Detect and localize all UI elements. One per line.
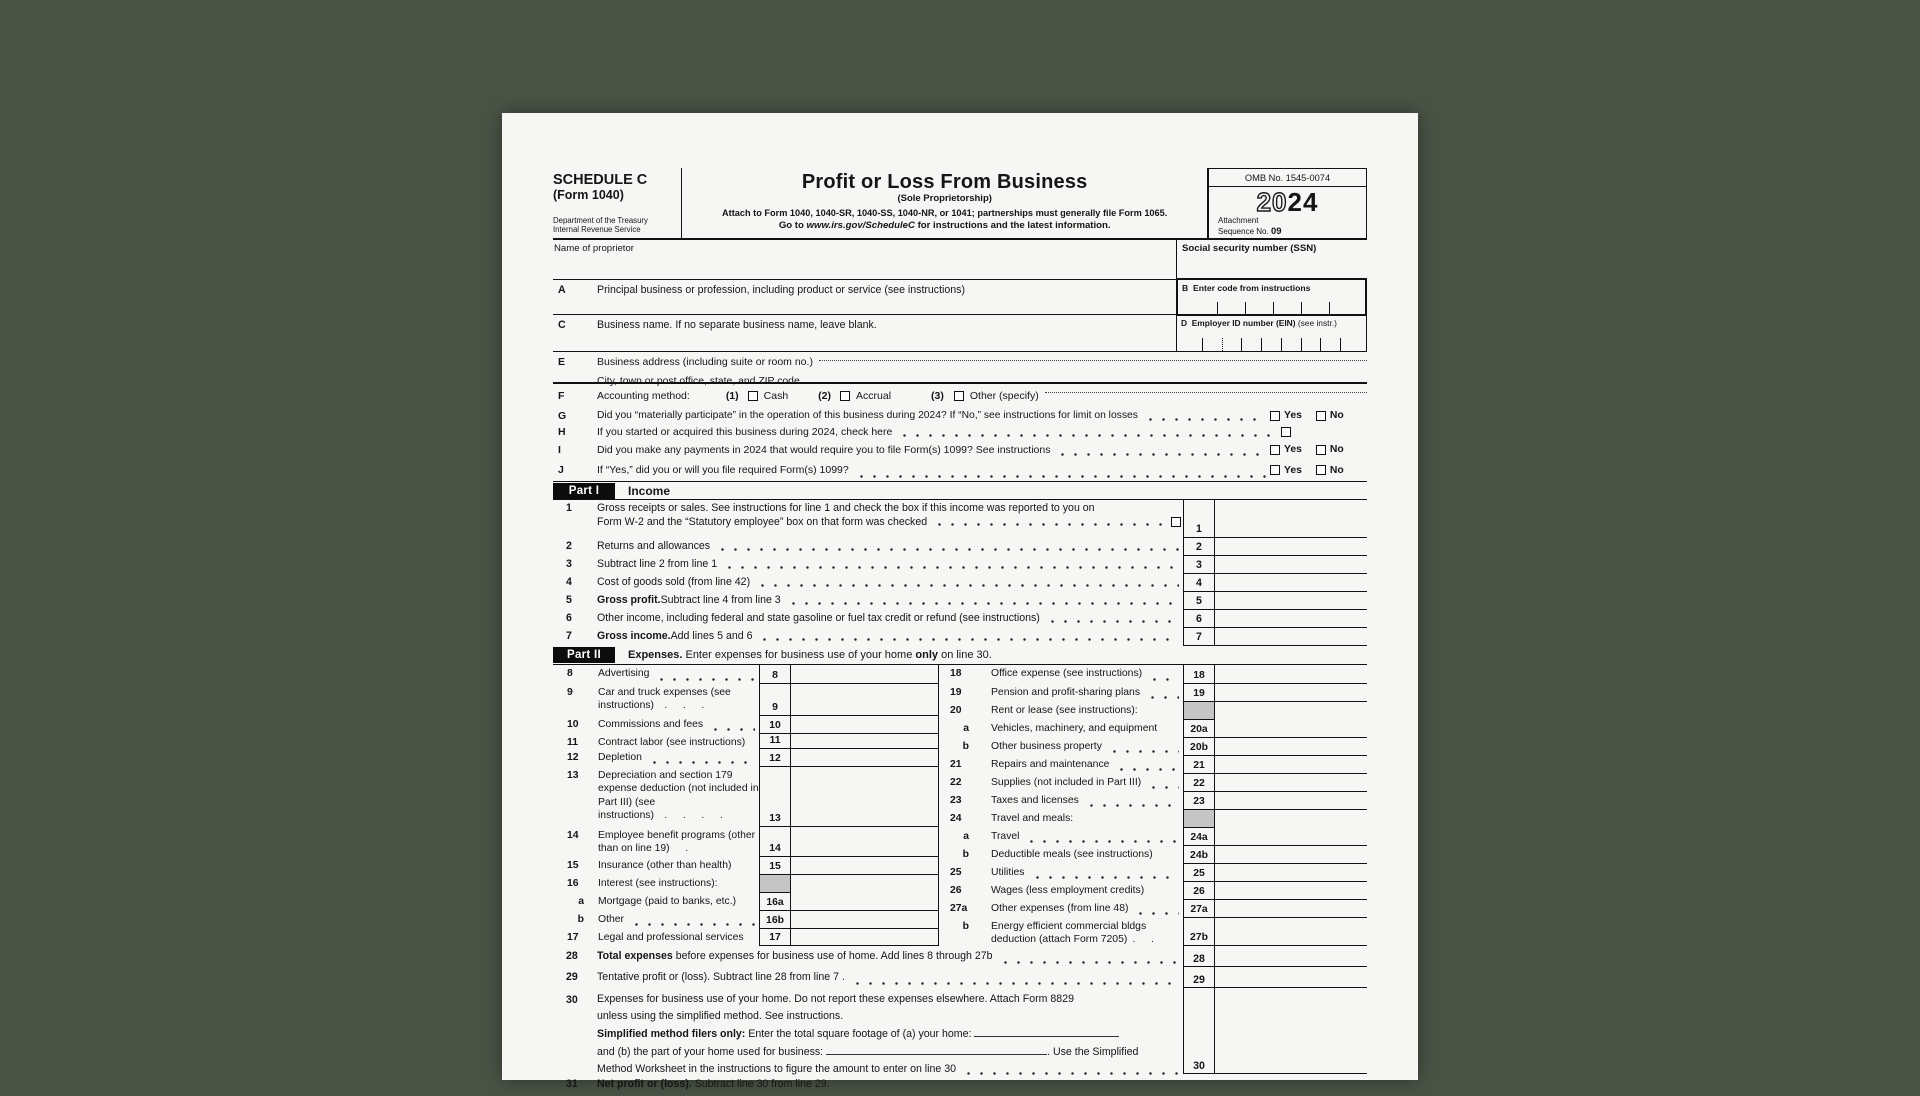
income-row-1: 1 Gross receipts or sales. See instructions for line 1 and check the box if this income was reported to you on Form W-2 and the “Statutory employee” box on that form was checked 1	[553, 500, 1367, 538]
expense-label: Depreciation and section 179 expense deduction (not included in Part III) (see instructions) . . . .	[598, 770, 759, 822]
shaded-amount-area	[1215, 810, 1367, 828]
dot-leader	[1044, 612, 1179, 626]
dot-leader	[853, 459, 1266, 481]
form-subtitle: (Sole Proprietorship)	[897, 193, 992, 204]
expense-row-20b	[939, 738, 1367, 756]
part1-rows	[553, 500, 1367, 646]
expense-row-15	[553, 857, 938, 875]
expense-row-11	[553, 734, 938, 749]
dot-leader	[1144, 686, 1179, 702]
expense-line-number: 22	[950, 777, 962, 788]
expense-row-16	[553, 875, 938, 893]
dot-leader	[1106, 740, 1179, 756]
shaded-cell	[1183, 702, 1215, 720]
line-e-letter: E	[558, 355, 566, 368]
line-21-number-cell: 21	[1183, 756, 1215, 774]
part2-title: Expenses. Enter expenses for business use of your home only on line 30.	[628, 649, 992, 661]
line-21-amount-field[interactable]	[1215, 756, 1367, 774]
line-15-amount-field[interactable]	[791, 857, 938, 875]
dot-leader	[721, 558, 1179, 572]
line-g-letter: G	[558, 409, 567, 422]
line-5-number-cell: 5	[1183, 592, 1215, 610]
line-29-number: 29	[566, 971, 578, 983]
line-28-number: 28	[566, 950, 578, 962]
expense-label: Legal and professional services	[598, 932, 744, 943]
expense-row-13	[553, 767, 938, 827]
expense-label: Commissions and fees	[598, 719, 704, 730]
expense-line-number: 18	[950, 668, 962, 679]
line-i-row	[553, 440, 1367, 459]
line-22-number-cell: 22	[1183, 774, 1215, 792]
expense-row-17	[553, 929, 938, 946]
expense-row-8	[553, 665, 938, 684]
line-23-number-cell: 23	[1183, 792, 1215, 810]
line-26-amount-field[interactable]	[1215, 882, 1367, 900]
line-30-text-3: Simplified method filers only: Enter the total square footage of (a) your home:	[597, 1025, 1183, 1043]
dot-leader	[896, 424, 1277, 440]
expense-label: Taxes and licenses	[991, 795, 1079, 806]
income-row-3: 3 Subtract line 2 from line 1 3	[553, 556, 1367, 574]
line-29-row: 29 Tentative profit or (loss). Subtract line 28 from line 7 . 29	[553, 967, 1367, 988]
f-option3-number: (3)	[931, 389, 944, 402]
dot-leader	[1023, 830, 1179, 846]
line-30-amount-field[interactable]	[1215, 988, 1367, 1074]
dot-leader	[1132, 902, 1179, 918]
line-10-amount-field[interactable]	[791, 716, 938, 734]
part1-chip: Part I	[553, 483, 615, 499]
business-address-field[interactable]	[819, 360, 1367, 361]
expense-line-number: 24	[950, 813, 962, 824]
omb-number: OMB No. 1545-0074	[1209, 169, 1366, 187]
goto-instruction: Go to www.irs.gov/ScheduleC for instructions and the latest information.	[778, 220, 1111, 231]
line-4-amount-field[interactable]	[1215, 574, 1367, 592]
line-f-text: Accounting method:	[597, 389, 690, 402]
expense-column-right	[938, 665, 1367, 946]
line-1-number: 1	[566, 502, 572, 514]
line-31-row: 31 Net profit or (loss). Subtract line 30 from line 29.	[553, 1076, 1367, 1096]
line-h-row	[553, 424, 1367, 440]
line-16b-amount-field[interactable]	[791, 911, 938, 929]
expense-label: Insurance (other than health)	[598, 860, 732, 871]
expense-line-number: 21	[950, 759, 962, 770]
expense-row-24	[939, 810, 1367, 828]
f-accrual-label: Accrual	[856, 389, 892, 402]
line-24b-amount-field[interactable]	[1215, 846, 1367, 864]
expense-label: Mortgage (paid to banks, etc.)	[598, 896, 737, 907]
j-yes-checkbox[interactable]	[1270, 465, 1280, 475]
expense-line-number: 26	[950, 885, 962, 896]
expense-row-26	[939, 882, 1367, 900]
line-d-label: D Employer ID number (EIN) (see instr.)	[1181, 318, 1337, 328]
form-number-label: (Form 1040)	[553, 188, 624, 203]
expense-row-12	[553, 749, 938, 767]
line-3-number: 3	[566, 558, 572, 570]
expense-line-number: 25	[950, 867, 962, 878]
g-no-checkbox[interactable]	[1316, 411, 1326, 421]
expense-label: Vehicles, machinery, and equipment	[991, 723, 1158, 734]
statutory-employee-checkbox[interactable]	[1171, 517, 1181, 527]
line-14-amount-field[interactable]	[791, 827, 938, 857]
expense-row-16b	[553, 911, 938, 929]
city-state-zip-row[interactable]	[553, 371, 1367, 387]
expense-table	[553, 665, 1367, 946]
dot-leader	[1054, 440, 1266, 459]
income-row-4: 4 Cost of goods sold (from line 42) 4	[553, 574, 1367, 592]
j-yes-label: Yes	[1284, 464, 1302, 476]
line-3-amount-field[interactable]	[1215, 556, 1367, 574]
expense-label: Travel and meals:	[991, 813, 1074, 824]
form-title-block	[681, 168, 1208, 238]
expense-line-number: a	[963, 723, 969, 734]
dot-leader	[653, 667, 755, 684]
line-j-letter: J	[558, 464, 564, 476]
dot-leader	[646, 751, 755, 767]
business-square-footage-field[interactable]	[826, 1043, 1047, 1055]
line-14-number-cell: 14	[759, 827, 791, 857]
line-16a-amount-field[interactable]	[791, 893, 938, 911]
expense-line-number: a	[963, 831, 969, 842]
line-25-amount-field[interactable]	[1215, 864, 1367, 882]
dot-leader	[1113, 758, 1179, 774]
expense-label: Deductible meals (see instructions)	[991, 849, 1153, 860]
income-row-7: 7 Gross income. Add lines 5 and 6 7	[553, 628, 1367, 646]
expense-line-number: b	[962, 921, 969, 932]
proprietor-name-label: Name of proprietor	[554, 243, 634, 254]
line-20a-amount-field[interactable]	[1215, 720, 1367, 738]
irs-url: www.irs.gov/ScheduleC	[806, 220, 915, 231]
omb-box	[1208, 168, 1367, 238]
h-checkbox[interactable]	[1281, 427, 1291, 437]
line-27b-amount-field[interactable]	[1215, 918, 1367, 946]
expense-label: Energy efficient commercial bldgs deduction (attach Form 7205) . .	[991, 921, 1154, 946]
line-j-text: If “Yes,” did you or will you file required Form(s) 1099?	[597, 464, 849, 476]
expense-row-27b	[939, 918, 1367, 946]
expense-line-number: 23	[950, 795, 962, 806]
expense-line-number: b	[962, 741, 969, 752]
line-7-amount-field[interactable]	[1215, 628, 1367, 646]
line-b-label: B Enter code from instructions	[1182, 283, 1311, 293]
line-8-number-cell: 8	[759, 665, 791, 684]
line-12-amount-field[interactable]	[791, 749, 938, 767]
f-cash-label: Cash	[763, 389, 789, 402]
expense-row-25	[939, 864, 1367, 882]
line-9-amount-field[interactable]	[791, 684, 938, 716]
expense-line-number: 9	[567, 687, 573, 698]
f-other-specify-field[interactable]	[1045, 392, 1367, 393]
dot-leader	[756, 630, 1179, 644]
line-c-letter: C	[558, 319, 566, 331]
shaded-amount-area	[1215, 702, 1367, 720]
dot-leader	[707, 718, 755, 734]
line-27a-amount-field[interactable]	[1215, 900, 1367, 918]
expense-label: Wages (less employment credits)	[991, 885, 1145, 896]
expense-label: Depletion	[598, 752, 642, 763]
form-id-block	[553, 168, 681, 238]
line-31-number: 31	[566, 1078, 578, 1090]
line-17-number-cell: 17	[759, 929, 791, 946]
line-h-letter: H	[558, 426, 566, 438]
line-10-number-cell: 10	[759, 716, 791, 734]
part2-header-bar	[553, 646, 1367, 665]
line-7-number-cell: 7	[1183, 628, 1215, 646]
line-16b-number-cell: 16b	[759, 911, 791, 929]
line-30-number: 30	[566, 994, 578, 1006]
expense-line-number: 20	[950, 705, 962, 716]
i-no-checkbox[interactable]	[1316, 445, 1326, 455]
line-30-row	[553, 988, 1367, 1074]
form-header	[553, 168, 1367, 240]
line-g-text: Did you “materially participate” in the operation of this business during 2024? If “No,” see instructions for limit on losses	[597, 410, 1138, 421]
line-7-number: 7	[566, 630, 572, 642]
expense-row-16a	[553, 893, 938, 911]
expense-line-number: 27a	[950, 903, 968, 914]
dot-leader	[628, 913, 755, 929]
agency-label: Internal Revenue Service	[553, 225, 641, 235]
attachment-sequence: Attachment Sequence No. 09	[1218, 216, 1282, 238]
shaded-amount-area	[791, 875, 938, 893]
expense-line-number: 10	[567, 719, 579, 730]
expense-row-9	[553, 684, 938, 716]
line-f-row	[553, 384, 1367, 407]
line-28-row: 28 Total expenses before expenses for business use of home. Add lines 8 through 27b 28	[553, 946, 1367, 967]
expense-label: Interest (see instructions):	[598, 878, 718, 889]
expense-row-27a	[939, 900, 1367, 918]
line-11-amount-field[interactable]	[791, 734, 938, 749]
line-15-number-cell: 15	[759, 857, 791, 875]
part2-chip: Part II	[553, 647, 615, 663]
expense-row-24b	[939, 846, 1367, 864]
schedule-c-form-page	[502, 113, 1418, 1090]
expense-line-number: 11	[567, 737, 578, 748]
line-3-number-cell: 3	[1183, 556, 1215, 574]
line-18-number-cell: 18	[1183, 665, 1215, 684]
income-row-6: 6 Other income, including federal and state gasoline or fuel tax credit or refund (see instructions) 6	[553, 610, 1367, 628]
line-c-row	[553, 315, 1367, 352]
line-12-number-cell: 12	[759, 749, 791, 767]
line-16a-number-cell: 16a	[759, 893, 791, 911]
line-c-text: Business name. If no separate business name, leave blank.	[597, 319, 877, 331]
line-30-text-2: unless using the simplified method. See instructions.	[597, 1010, 844, 1022]
line-5-amount-field[interactable]	[1215, 592, 1367, 610]
line-18-amount-field[interactable]	[1215, 665, 1367, 684]
expense-row-19	[939, 684, 1367, 702]
g-yes-checkbox[interactable]	[1270, 411, 1280, 421]
line-6-amount-field[interactable]	[1215, 610, 1367, 628]
dot-leader	[997, 950, 1179, 967]
line-f-letter: F	[558, 389, 565, 402]
dot-leader	[1029, 866, 1180, 882]
expense-line-number: 17	[567, 932, 579, 943]
f-option2-number: (2)	[818, 389, 832, 402]
line-20b-amount-field[interactable]	[1215, 738, 1367, 756]
line-11-number-cell: 11	[759, 734, 791, 749]
income-row-5: 5 Gross profit. Subtract line 4 from line 3 5	[553, 592, 1367, 610]
j-no-checkbox[interactable]	[1316, 465, 1326, 475]
expense-label: Other	[598, 914, 624, 925]
expense-line-number: 16	[567, 878, 579, 889]
expense-row-24a	[939, 828, 1367, 846]
expense-line-number: 13	[567, 770, 579, 781]
line-i-text: Did you make any payments in 2024 that would require you to file Form(s) 1099? See instructions	[597, 443, 1051, 456]
line-29-amount-field[interactable]	[1215, 967, 1367, 988]
city-state-zip-label: City, town or post office, state, and ZIP code	[597, 376, 800, 387]
expense-label: Employee benefit programs (other than on line 19) .	[598, 830, 756, 855]
business-code-cells[interactable]	[1190, 302, 1357, 314]
line-j-row	[553, 459, 1367, 481]
expense-label: Contract labor (see instructions)	[598, 737, 746, 748]
line-26-number-cell: 26	[1183, 882, 1215, 900]
expense-row-21	[939, 756, 1367, 774]
line-13-number-cell: 13	[759, 767, 791, 827]
dot-leader	[754, 576, 1179, 590]
f-other-label: Other (specify)	[969, 389, 1039, 402]
line-30-text-1: Expenses for business use of your home. Do not report these expenses elsewhere. Attach Form 8829	[597, 993, 1074, 1005]
line-30-text-5: Method Worksheet in the instructions to figure the amount to enter on line 30	[597, 1061, 1183, 1078]
line-24b-number-cell: 24b	[1183, 846, 1215, 864]
line-a-row	[553, 280, 1367, 315]
expense-line-number: 19	[950, 687, 962, 698]
expense-label: Repairs and maintenance	[991, 759, 1110, 770]
f-accrual-checkbox[interactable]	[840, 391, 850, 401]
i-yes-checkbox[interactable]	[1270, 445, 1280, 455]
line-1-amount-field[interactable]	[1215, 500, 1367, 538]
line-20b-number-cell: 20b	[1183, 738, 1215, 756]
expense-row-22	[939, 774, 1367, 792]
expense-line-number: b	[577, 914, 584, 925]
expense-row-20a	[939, 720, 1367, 738]
j-no-label: No	[1329, 464, 1344, 476]
line-e-text: Business address (including suite or room no.)	[597, 355, 813, 368]
ein-cells[interactable]	[1183, 338, 1360, 351]
line-d-ein-box[interactable]	[1176, 315, 1367, 351]
line-2-number-cell: 2	[1183, 538, 1215, 556]
dot-leader	[1083, 794, 1179, 810]
expense-row-20	[939, 702, 1367, 720]
dot-leader	[1146, 667, 1179, 684]
expense-label: Supplies (not included in Part III)	[991, 777, 1142, 788]
income-row-2: 2 Returns and allowances 2	[553, 538, 1367, 556]
tax-year: 2024	[1256, 187, 1319, 217]
dot-leader	[714, 540, 1179, 554]
shaded-cell	[759, 875, 791, 893]
dot-leader	[1145, 776, 1179, 792]
expense-row-18	[939, 665, 1367, 684]
dot-leader	[849, 971, 1179, 988]
dot-leader	[931, 516, 1165, 530]
line-19-number-cell: 19	[1183, 684, 1215, 702]
expense-label: Pension and profit-sharing plans	[991, 687, 1141, 698]
expense-line-number: a	[578, 896, 584, 907]
line-27b-number-cell: 27b	[1183, 918, 1215, 946]
line-24a-number-cell: 24a	[1183, 828, 1215, 846]
line-13-amount-field[interactable]	[791, 767, 938, 827]
line-6-number-cell: 6	[1183, 610, 1215, 628]
line-20a-number-cell: 20a	[1183, 720, 1215, 738]
f-option1-number: (1)	[725, 389, 739, 402]
line-8-amount-field[interactable]	[791, 665, 938, 684]
expense-row-23	[939, 792, 1367, 810]
expense-label: Other expenses (from line 48)	[991, 903, 1129, 914]
line-4-number-cell: 4	[1183, 574, 1215, 592]
line-28-amount-field[interactable]	[1215, 946, 1367, 967]
expense-row-14	[553, 827, 938, 857]
line-30-number-cell: 30	[1183, 988, 1215, 1074]
dot-leader	[785, 594, 1179, 608]
expense-label: Advertising	[598, 668, 650, 679]
name-ssn-row	[553, 240, 1367, 280]
expense-line-number: 12	[567, 752, 579, 763]
expense-label: Utilities	[991, 867, 1025, 878]
line-h-text: If you started or acquired this business during 2024, check here	[597, 426, 893, 438]
expense-label: Other business property	[991, 741, 1102, 752]
expense-label: Office expense (see instructions)	[991, 668, 1143, 679]
line-6-number: 6	[566, 612, 572, 624]
line-2-number: 2	[566, 540, 572, 552]
dot-leader	[1142, 407, 1266, 424]
i-yes-label: Yes	[1284, 444, 1302, 455]
line-25-number-cell: 25	[1183, 864, 1215, 882]
line-30-text-4: and (b) the part of your home used for business: . Use the Simplified	[597, 1043, 1183, 1061]
g-no-label: No	[1329, 410, 1344, 421]
expense-column-left	[553, 665, 938, 946]
line-b-code-box[interactable]	[1176, 278, 1367, 316]
line-22-amount-field[interactable]	[1215, 774, 1367, 792]
line-4-number: 4	[566, 576, 572, 588]
part1-title: Income	[628, 483, 671, 498]
line-27a-number-cell: 27a	[1183, 900, 1215, 918]
line-23-amount-field[interactable]	[1215, 792, 1367, 810]
line-a-text: Principal business or profession, including product or service (see instructions)	[597, 284, 966, 296]
expense-row-10	[553, 716, 938, 734]
expense-line-number: 15	[567, 860, 579, 871]
attach-instruction: Attach to Form 1040, 1040-SR, 1040-SS, 1040-NR, or 1041; partnerships must generally file Form 1065.	[722, 208, 1168, 218]
line-g-row	[553, 407, 1367, 424]
schedule-label: SCHEDULE C	[553, 172, 648, 188]
line-e-row	[553, 352, 1367, 371]
home-square-footage-field[interactable]	[974, 1025, 1119, 1037]
line-2-amount-field[interactable]	[1215, 538, 1367, 556]
line-i-letter: I	[558, 443, 561, 456]
line-29-number-cell: 29	[1183, 967, 1215, 988]
g-yes-label: Yes	[1284, 410, 1302, 421]
line-9-number-cell: 9	[759, 684, 791, 716]
line-24a-amount-field[interactable]	[1215, 828, 1367, 846]
expense-line-number: 8	[567, 668, 573, 679]
department-label: Department of the Treasury	[553, 215, 648, 225]
line-28-number-cell: 28	[1183, 946, 1215, 967]
ssn-field[interactable]	[1176, 240, 1367, 279]
shaded-cell	[1183, 810, 1215, 828]
f-other-checkbox[interactable]	[954, 391, 964, 401]
expense-line-number: 14	[567, 830, 579, 841]
f-cash-checkbox[interactable]	[748, 391, 758, 401]
i-no-label: No	[1329, 444, 1344, 455]
line-5-number: 5	[566, 594, 572, 606]
form-title: Profit or Loss From Business	[801, 171, 1088, 193]
ssn-label: Social security number (SSN)	[1182, 243, 1317, 254]
expense-label: Rent or lease (see instructions):	[991, 705, 1138, 716]
line-17-amount-field[interactable]	[791, 929, 938, 946]
part1-header-bar	[553, 481, 1367, 500]
expense-label: Car and truck expenses (see instructions) . . .	[598, 687, 731, 712]
expense-line-number: b	[962, 849, 969, 860]
expense-label: Travel	[991, 831, 1020, 842]
line-19-amount-field[interactable]	[1215, 684, 1367, 702]
proprietor-name-field[interactable]	[553, 240, 1176, 279]
line-1-number-cell: 1	[1183, 500, 1215, 538]
line-a-letter: A	[558, 284, 566, 296]
